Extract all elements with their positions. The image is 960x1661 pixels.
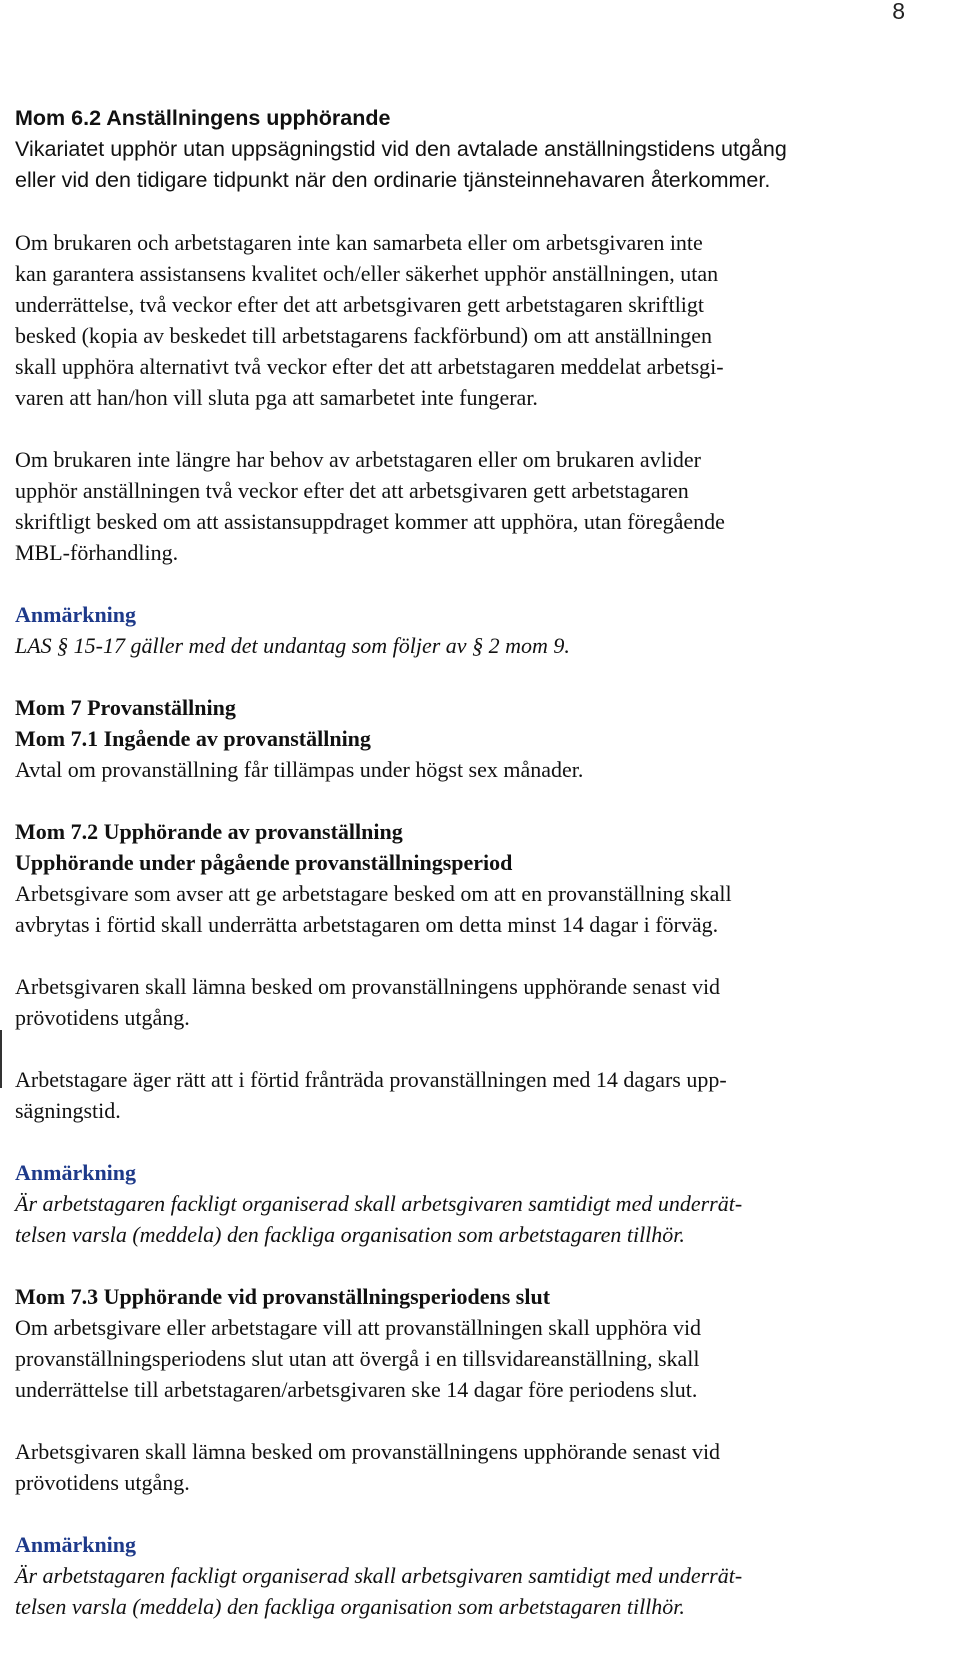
text-line: sägningstid. (15, 1098, 121, 1123)
note-title: Anmärkning (15, 1160, 137, 1185)
text-line: upphör anställningen två veckor efter det att arbetsgivaren gett arbetstagaren (15, 478, 689, 503)
spacer (15, 196, 915, 227)
section-6-2-line-1: Vikariatet upphör utan uppsägningstid vid den avtalade anställningstidens utgång (15, 137, 787, 161)
section-7-1-heading: Mom 7.1 Ingående av provanställning (15, 726, 371, 751)
section-6-2-paragraph-3 (15, 444, 915, 568)
revision-change-bar (0, 1030, 2, 1088)
note-text-line: telsen varsla (meddela) den fackliga organisation som arbetstagaren tillhör. (15, 1222, 685, 1247)
text-line: Arbetsgivaren skall lämna besked om provanställningens upphörande senast vid (15, 974, 721, 999)
spacer (15, 413, 915, 444)
text-line: Arbetsgivare som avser att ge arbetstagare besked om att en provanställning skall (15, 881, 732, 906)
page-number: 8 (892, 0, 905, 24)
spacer (15, 940, 915, 971)
spacer (15, 1405, 915, 1436)
spacer (15, 785, 915, 816)
section-6-2-line-2: eller vid den tidigare tidpunkt när den ordinarie tjänsteinnehavaren återkommer. (15, 168, 771, 192)
spacer (15, 1250, 915, 1281)
text-line: prövotidens utgång. (15, 1470, 190, 1495)
text-line: Arbetstagare äger rätt att i förtid frånträda provanställningen med 14 dagars upp- (15, 1067, 727, 1092)
text-line: underrättelse, två veckor efter det att arbetsgivaren gett arbetstagaren skriftligt (15, 292, 705, 317)
note-text-line: Är arbetstagaren fackligt organiserad skall arbetsgivaren samtidigt med underrät- (15, 1191, 743, 1216)
text-line: prövotidens utgång. (15, 1005, 190, 1030)
text-line: besked (kopia av beskedet till arbetstagarens fackförbund) om att anställningen (15, 323, 713, 348)
section-7-1-text: Avtal om provanställning får tillämpas under högst sex månader. (15, 757, 584, 782)
text-line: Om brukaren inte längre har behov av arbetstagaren eller om brukaren avlider (15, 447, 701, 472)
text-line: kan garantera assistansens kvalitet och/eller säkerhet upphör anställningen, utan (15, 261, 719, 286)
note-text: LAS § 15-17 gäller med det undantag som följer av § 2 mom 9. (15, 633, 570, 658)
spacer (15, 1126, 915, 1157)
note-title: Anmärkning (15, 602, 137, 627)
text-line: provanställningsperiodens slut utan att övergå i en tillsvidareanställning, skall (15, 1346, 700, 1371)
section-7-3-heading: Mom 7.3 Upphörande vid provanställningsperiodens slut (15, 1284, 551, 1309)
section-7-2-heading: Mom 7.2 Upphörande av provanställning (15, 819, 403, 844)
spacer (15, 568, 915, 599)
text-line: skall upphöra alternativt två veckor efter det att arbetstagaren meddelat arbetsgi- (15, 354, 724, 379)
note-title: Anmärkning (15, 1532, 137, 1557)
text-line: avbrytas i förtid skall underrätta arbetstagaren om detta minst 14 dagar i förväg. (15, 912, 719, 937)
section-7-2-subheading: Upphörande under pågående provanställningsperiod (15, 850, 513, 875)
spacer (15, 661, 915, 692)
text-line: underrättelse till arbetstagaren/arbetsgivaren ske 14 dagar före periodens slut. (15, 1377, 698, 1402)
text-line: MBL-förhandling. (15, 540, 179, 565)
text-line: skriftligt besked om att assistansuppdraget kommer att upphöra, utan föregående (15, 509, 725, 534)
note-text-line: Är arbetstagaren fackligt organiserad skall arbetsgivaren samtidigt med underrät- (15, 1563, 743, 1588)
text-line: Arbetsgivaren skall lämna besked om provanställningens upphörande senast vid (15, 1439, 721, 1464)
note-text-line: telsen varsla (meddela) den fackliga organisation som arbetstagaren tillhör. (15, 1594, 685, 1619)
text-line: Om arbetsgivare eller arbetstagare vill att provanställningen skall upphöra vid (15, 1315, 702, 1340)
spacer (15, 1033, 915, 1064)
section-6-2-paragraph-2 (15, 227, 915, 413)
spacer (15, 1498, 915, 1529)
text-line: varen att han/hon vill sluta pga att samarbetet inte fungerar. (15, 385, 538, 410)
section-7-heading: Mom 7 Provanställning (15, 695, 236, 720)
text-line: Om brukaren och arbetstagaren inte kan samarbeta eller om arbetsgivaren inte (15, 230, 703, 255)
section-6-2-heading: Mom 6.2 Anställningens upphörande (15, 106, 391, 130)
document-body (15, 103, 915, 1622)
